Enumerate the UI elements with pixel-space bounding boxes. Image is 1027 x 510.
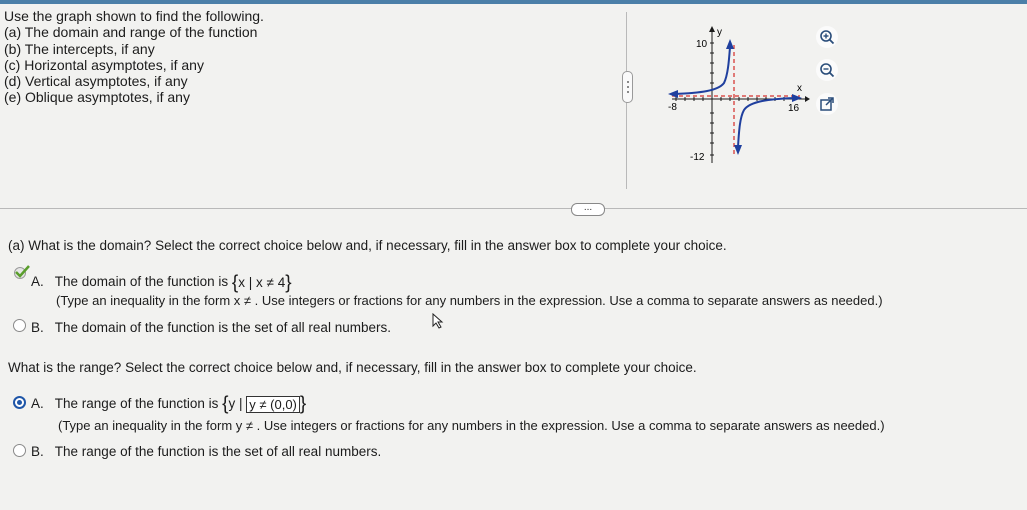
- domain-question-prompt: (a) What is the domain? Select the correct choice below and, if necessary, fill in the answer box to complete your choice.: [8, 238, 727, 253]
- range-choice-b-text: The range of the function is the set of all real numbers.: [54, 444, 382, 459]
- range-choice-a[interactable]: [31, 393, 307, 415]
- x-min-tick-label: -8: [668, 102, 677, 113]
- range-choice-b-letter: B.: [31, 444, 44, 459]
- range-question-prompt: What is the range? Select the correct choice below and, if necessary, fill in the answer box to complete your choice.: [8, 360, 697, 375]
- section-divider: [0, 208, 1027, 209]
- range-set-prefix: y |: [228, 396, 243, 412]
- zoom-out-button[interactable]: [816, 59, 838, 81]
- domain-choice-b[interactable]: [31, 320, 391, 335]
- domain-choice-b-letter: B.: [31, 320, 44, 335]
- curve-left-arrow-up: [726, 39, 734, 49]
- y-max-tick-label: 10: [696, 39, 708, 50]
- curve-left-arrow-left: [668, 90, 678, 98]
- zoom-in-icon: [819, 29, 835, 45]
- y-axis-label: y: [717, 27, 722, 38]
- x-axis-arrow: [805, 96, 810, 102]
- curve-left-branch: [674, 47, 730, 94]
- y-min-tick-label: -12: [690, 152, 705, 163]
- problem-statement: [4, 8, 264, 106]
- correct-check-icon: [13, 264, 31, 280]
- function-graph: [660, 25, 810, 172]
- top-accent-bar: [0, 0, 1027, 4]
- domain-choice-b-radio[interactable]: [13, 319, 26, 332]
- range-choice-a-text: The range of the function is: [54, 396, 219, 412]
- range-choice-a-radio[interactable]: [13, 396, 26, 409]
- problem-item-b: (b) The intercepts, if any: [4, 40, 155, 57]
- range-choice-a-letter: A.: [31, 396, 44, 412]
- domain-choice-a[interactable]: [31, 272, 292, 294]
- y-axis-arrow: [709, 26, 715, 32]
- x-axis-label: x: [797, 83, 802, 94]
- graph-svg: [660, 25, 810, 167]
- domain-choice-a-text: The domain of the function is: [54, 274, 229, 289]
- domain-answer-value: x ≠ 4: [256, 274, 286, 290]
- domain-choice-b-text: The domain of the function is the set of all real numbers.: [54, 320, 391, 335]
- problem-item-c: (c) Horizontal asymptotes, if any: [4, 56, 204, 73]
- problem-item-a: (a) The domain and range of the function: [4, 24, 258, 41]
- domain-set-prefix: x |: [238, 274, 253, 290]
- curve-right-arrow-right: [792, 94, 802, 102]
- problem-intro: Use the graph shown to find the following.: [4, 8, 264, 24]
- zoom-out-icon: [819, 62, 835, 78]
- curve-right-arrow-down: [734, 145, 742, 155]
- mouse-cursor-icon: [432, 313, 444, 329]
- domain-set-notation: {x | x ≠ 4}: [231, 272, 292, 294]
- more-options-button[interactable]: ...: [571, 203, 605, 216]
- zoom-in-button[interactable]: [816, 26, 838, 48]
- open-new-window-button[interactable]: [816, 93, 838, 115]
- panel-resize-handle[interactable]: [622, 71, 633, 103]
- curve-right-branch: [738, 98, 794, 147]
- problem-item-d: (d) Vertical asymptotes, if any: [4, 73, 188, 90]
- range-choice-b[interactable]: [31, 444, 381, 459]
- range-choice-a-hint: (Type an inequality in the form y ≠ . Use integers or fractions for any numbers in the expression. Use a comma to separate answers as needed.): [58, 418, 885, 433]
- x-max-tick-label: 16: [788, 103, 800, 114]
- domain-choice-a-hint: (Type an inequality in the form x ≠ . Use integers or fractions for any numbers in the expression. Use a comma to separate answers as needed.): [56, 293, 883, 308]
- problem-item-e: (e) Oblique asymptotes, if any: [4, 89, 190, 106]
- range-choice-b-radio[interactable]: [13, 444, 26, 457]
- range-set-notation: {y | y ≠ (0,0) }: [222, 393, 307, 415]
- external-link-icon: [819, 96, 835, 112]
- range-answer-input[interactable]: y ≠ (0,0): [246, 396, 300, 413]
- domain-choice-a-letter: A.: [31, 274, 44, 289]
